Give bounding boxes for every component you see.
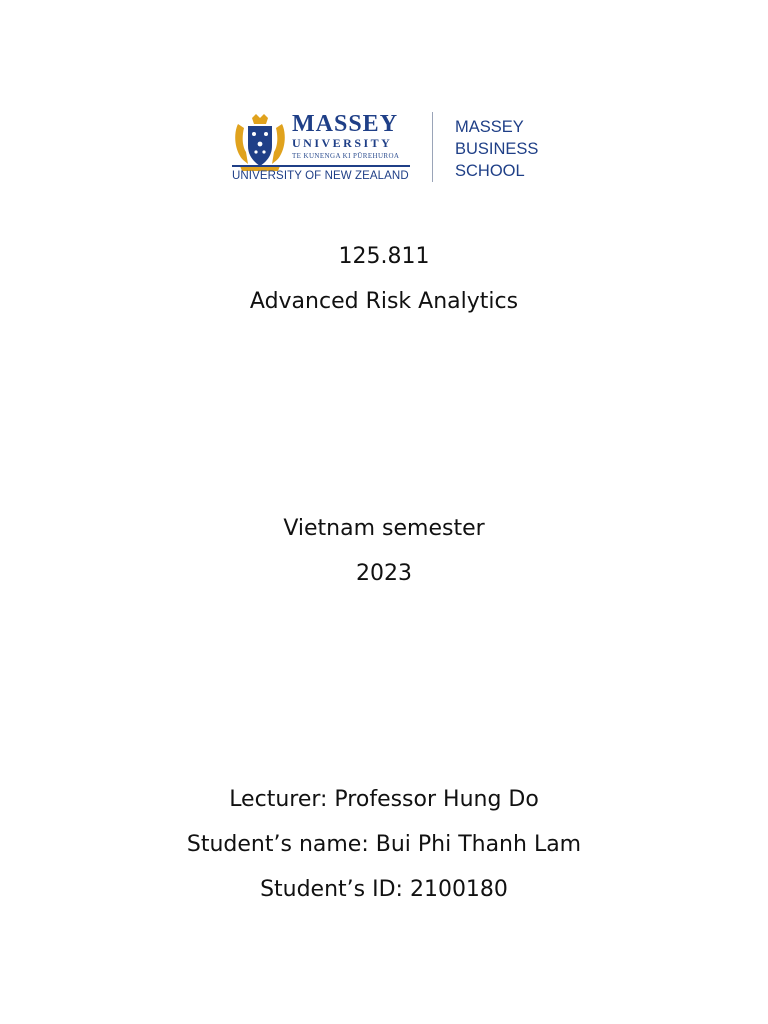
- massey-wordmark: [292, 112, 399, 160]
- course-title: Advanced Risk Analytics: [249, 289, 519, 314]
- semester: Vietnam semester: [283, 516, 485, 541]
- university-logo: [232, 108, 544, 186]
- student-id: Student’s ID: 2100180: [260, 877, 508, 902]
- logo-underline: [232, 165, 410, 167]
- university-word: UNIVERSITY: [292, 136, 393, 150]
- university-of-new-zealand: UNIVERSITY OF NEW ZEALAND: [232, 170, 409, 182]
- year: 2023: [356, 561, 412, 586]
- student-name: Student’s name: Bui Phi Thanh Lam: [186, 832, 582, 857]
- course-code: 125.811: [338, 244, 430, 269]
- school-line-3: SCHOOL: [455, 162, 525, 180]
- school-line-2: BUSINESS: [455, 140, 539, 158]
- lecturer: Lecturer: Professor Hung Do: [229, 787, 539, 812]
- massey-name: MASSEY: [292, 111, 399, 137]
- maori-motto: TE KUNENGA KI PŪREHUROA: [292, 152, 400, 160]
- school-line-1: MASSEY: [455, 118, 524, 136]
- business-school-wordmark: [455, 116, 538, 182]
- university-crest-icon: [232, 112, 288, 172]
- logo-divider: [432, 112, 433, 182]
